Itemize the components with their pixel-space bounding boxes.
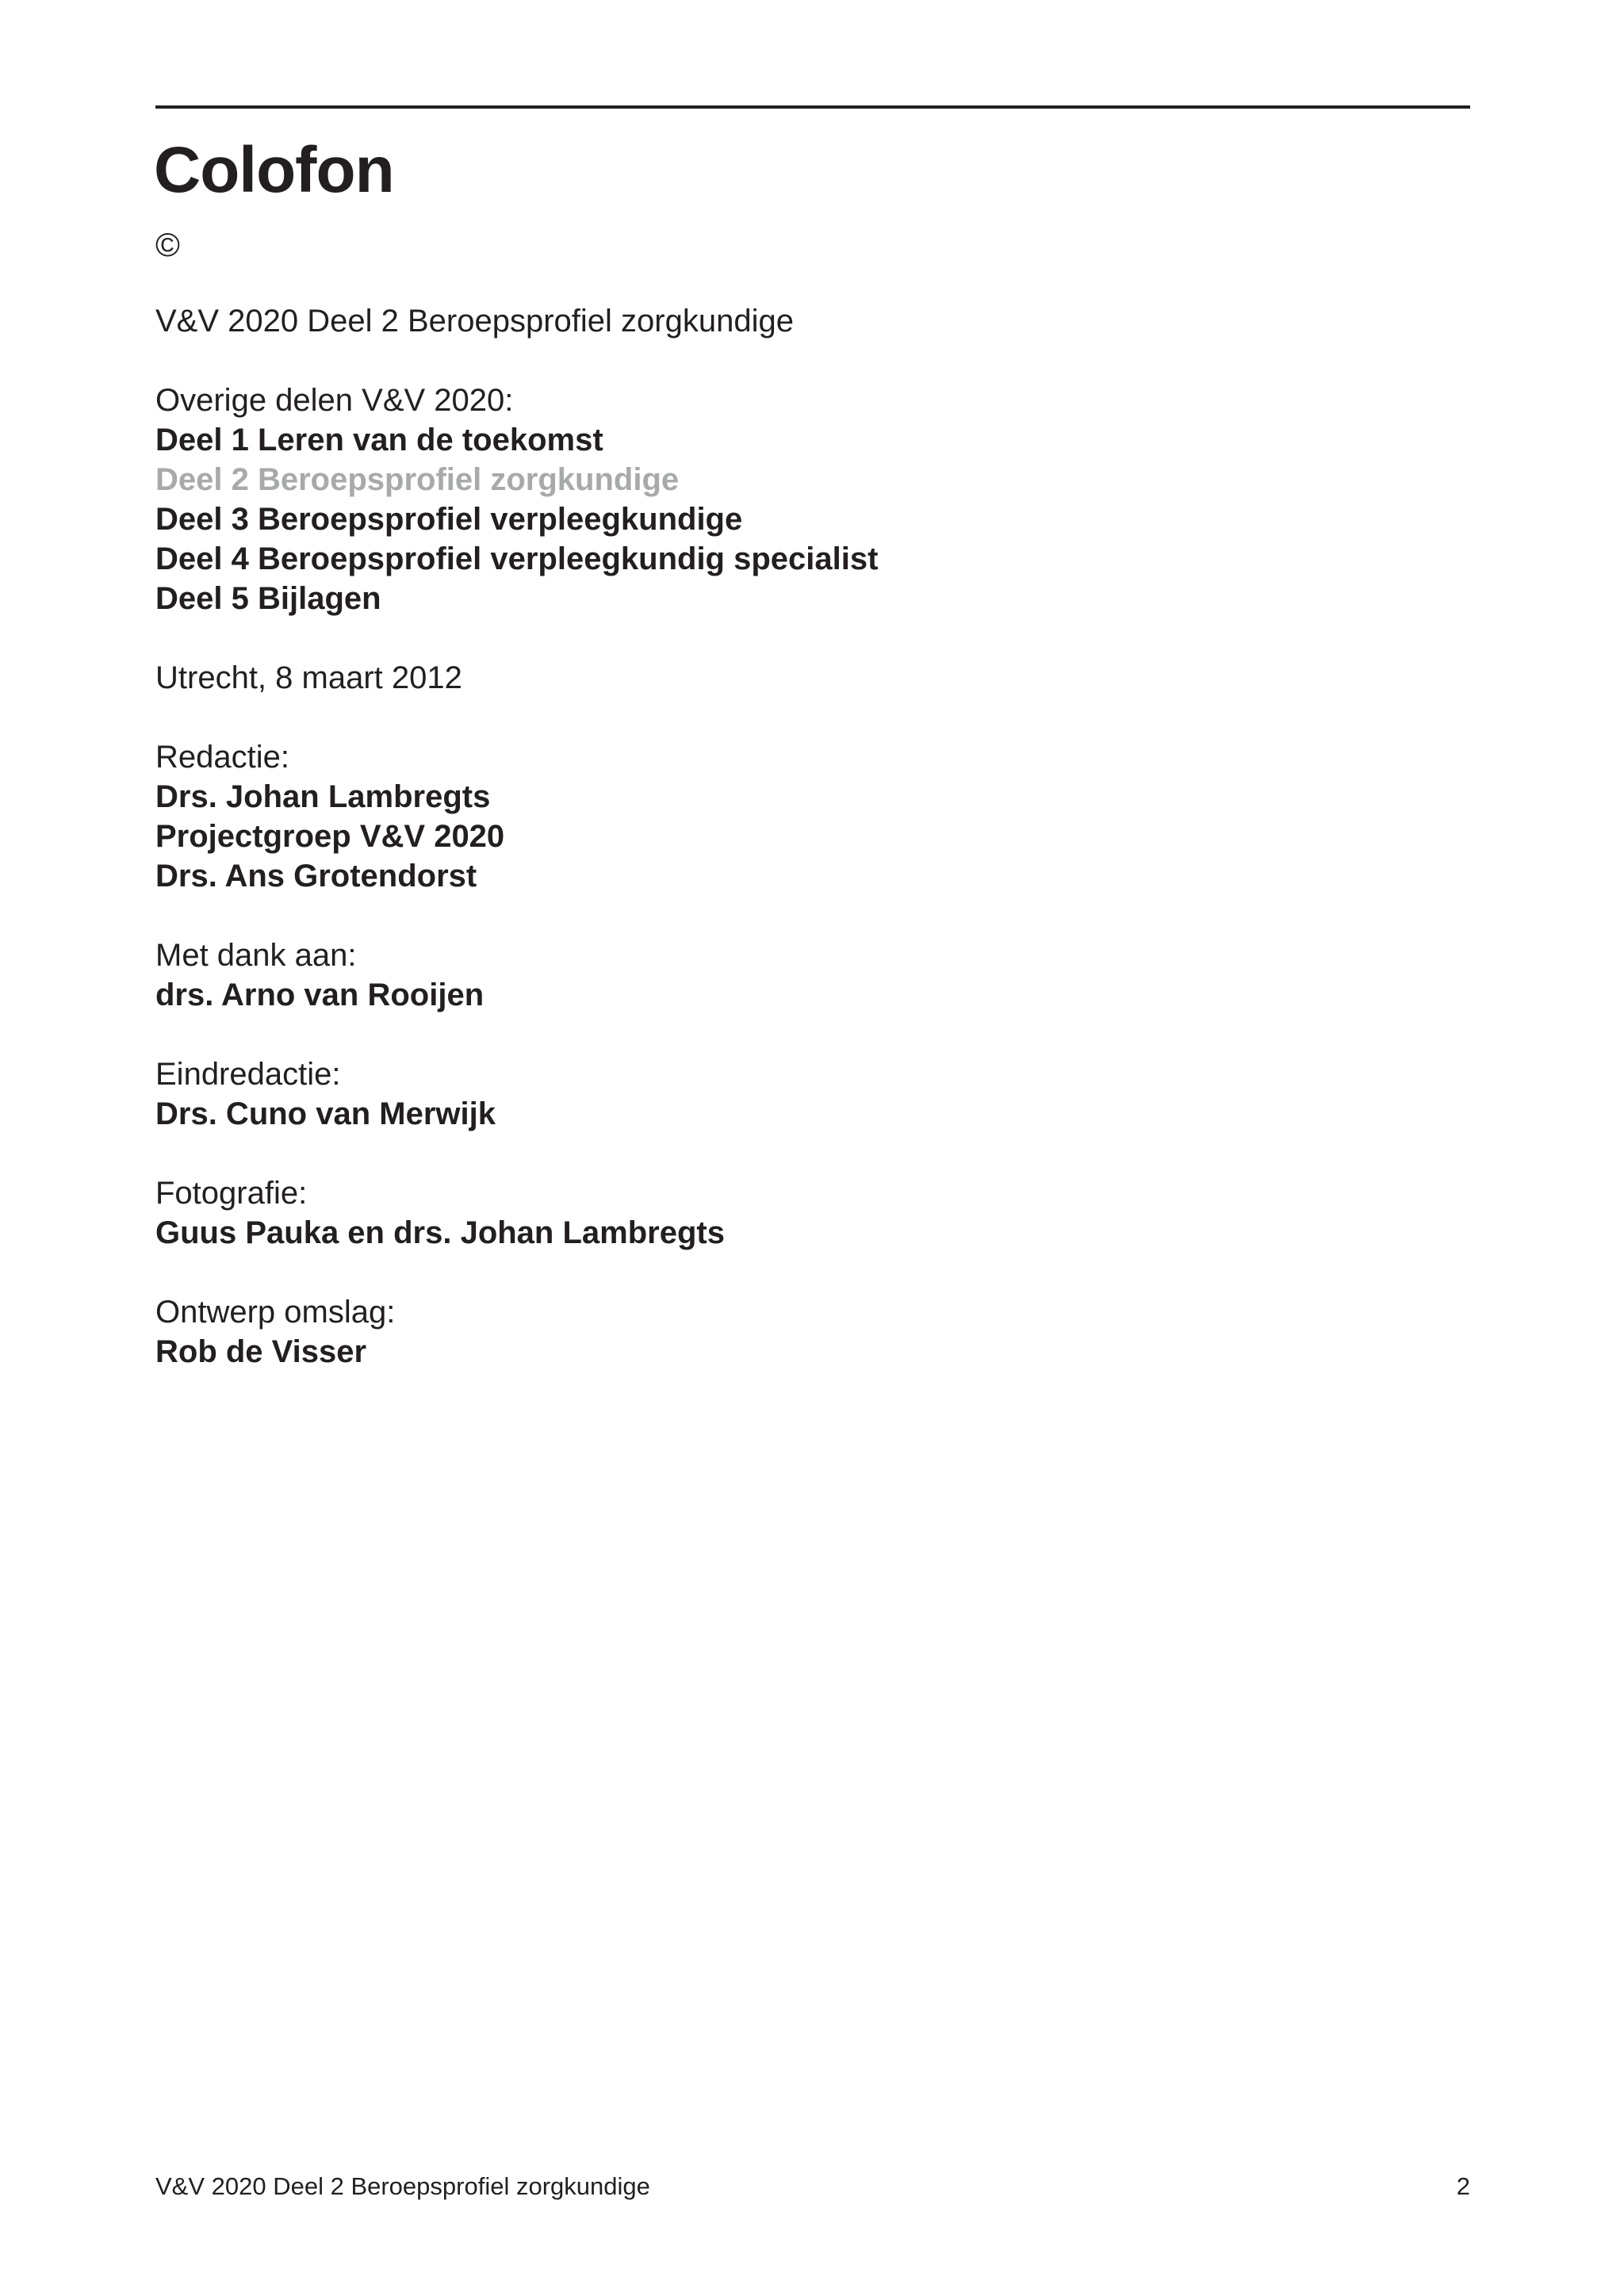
spacer [155,341,1470,381]
document-title: V&V 2020 Deel 2 Beroepsprofiel zorgkundige [155,304,794,339]
spacer [155,896,1470,936]
page-title: Colofon [154,134,394,206]
other-parts-heading: Overige delen V&V 2020: [155,383,514,418]
photography-heading: Fotografie: [155,1176,308,1211]
editor-name: Drs. Ans Grotendorst [155,859,477,894]
final-editing-heading: Eindredactie: [155,1057,341,1092]
other-part-item-2-current: Deel 2 Beroepsprofiel zorgkundige [155,462,680,497]
photographer-names: Guus Pauka en drs. Johan Lambregts [155,1215,725,1250]
cover-designer-name: Rob de Visser [155,1334,367,1369]
header-rule [155,105,1470,109]
editors-heading: Redactie: [155,740,289,775]
spacer [155,618,1470,658]
spacer [155,1015,1470,1054]
colophon-content [155,301,1470,1372]
editor-name: Drs. Johan Lambregts [155,779,491,814]
final-editor-name: Drs. Cuno van Merwijk [155,1096,496,1131]
footer-document-title: V&V 2020 Deel 2 Beroepsprofiel zorgkundige [155,2172,650,2200]
other-part-item-5: Deel 5 Bijlagen [155,581,381,616]
editor-name: Projectgroep V&V 2020 [155,819,505,854]
other-part-item-3: Deel 3 Beroepsprofiel verpleegkundige [155,502,743,537]
copyright-symbol: © [155,226,180,263]
footer-page-number: 2 [1456,2172,1470,2200]
thanks-heading: Met dank aan: [155,938,357,973]
cover-design-heading: Ontwerp omslag: [155,1295,396,1330]
spacer [155,698,1470,737]
thanks-name: drs. Arno van Rooijen [155,978,485,1012]
other-part-item-1: Deel 1 Leren van de toekomst [155,423,603,457]
spacer [155,1134,1470,1173]
spacer [155,1253,1470,1292]
place-date: Utrecht, 8 maart 2012 [155,660,462,695]
other-part-item-4: Deel 4 Beroepsprofiel verpleegkundig specialist [155,541,879,576]
